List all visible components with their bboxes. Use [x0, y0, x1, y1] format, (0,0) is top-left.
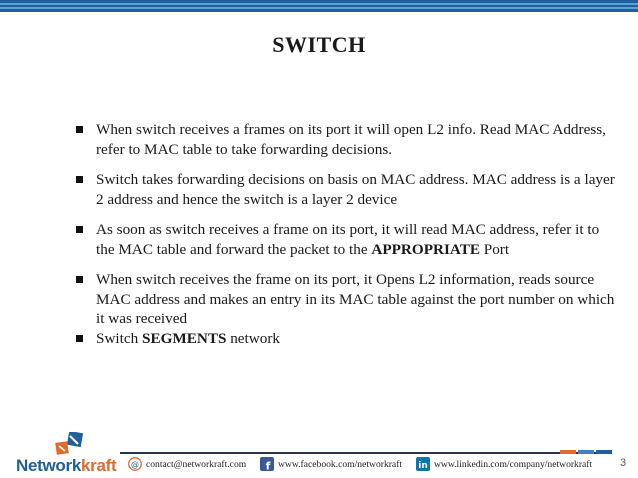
logo-wordmark	[16, 456, 116, 476]
bullet-text: When switch receives a frames on its port it will open L2 info. Read MAC Address, refer to MAC table to take forwarding decisions.	[96, 121, 606, 158]
email-contact[interactable]	[128, 458, 246, 472]
logo-text-part1: Network	[16, 456, 81, 475]
square-bullet-icon	[76, 276, 83, 283]
footer-accent-orange	[560, 450, 576, 454]
email-link[interactable]: contact@networkraft.com	[146, 459, 247, 471]
bullet-item	[76, 220, 616, 259]
slide-title: SWITCH	[272, 32, 366, 57]
bullet-text-emphasis: APPROPRIATE	[371, 240, 480, 258]
bullet-text-emphasis: SEGMENTS	[142, 329, 227, 347]
svg-text:f: f	[265, 459, 271, 471]
bullet-text-suffix: network	[226, 329, 280, 347]
page-number: 3	[620, 457, 627, 469]
footer-accent-blue	[578, 450, 594, 454]
facebook-contact[interactable]	[260, 458, 402, 472]
bullet-text-prefix: As soon as switch receives a frame on its port, it will read MAC address, refer it to the MAC table and forward the packet to the	[96, 221, 600, 258]
networkraft-logo	[16, 432, 116, 476]
footer-accent-navy	[596, 450, 612, 454]
square-bullet-icon	[76, 176, 83, 183]
square-bullet-icon	[76, 226, 83, 233]
bullet-text: When switch receives the frame on its port, it Opens L2 information, reads source MAC address and makes an entry in its MAC table against the port number on which it was received	[96, 271, 615, 327]
email-icon	[128, 457, 142, 471]
footer-divider	[120, 452, 612, 454]
header-stripe	[0, 7, 638, 9]
bullet-text: Switch takes forwarding decisions on basis on MAC address. MAC address is a layer 2 address and hence the switch is a layer 2 device	[96, 171, 615, 208]
bullet-item	[76, 270, 616, 329]
svg-text:in: in	[418, 461, 428, 471]
bullet-list	[76, 120, 616, 348]
facebook-link[interactable]: www.facebook.com/networkraft	[278, 459, 403, 471]
square-bullet-icon	[76, 126, 83, 133]
square-bullet-icon	[76, 335, 83, 342]
header-stripe	[0, 3, 638, 5]
top-header-bar	[0, 0, 638, 12]
linkedin-contact[interactable]	[416, 458, 592, 472]
facebook-icon	[260, 457, 274, 471]
logo-text-part2: kraft	[80, 456, 117, 475]
linkedin-icon	[416, 457, 430, 471]
svg-text:@: @	[131, 460, 139, 469]
linkedin-link[interactable]: www.linkedin.com/company/networkraft	[434, 459, 593, 471]
bullet-item	[76, 120, 616, 159]
bullet-text-suffix: Port	[479, 240, 510, 258]
bullet-item	[76, 170, 616, 209]
bullet-text-prefix: Switch	[96, 329, 142, 347]
bullet-item	[76, 329, 616, 349]
